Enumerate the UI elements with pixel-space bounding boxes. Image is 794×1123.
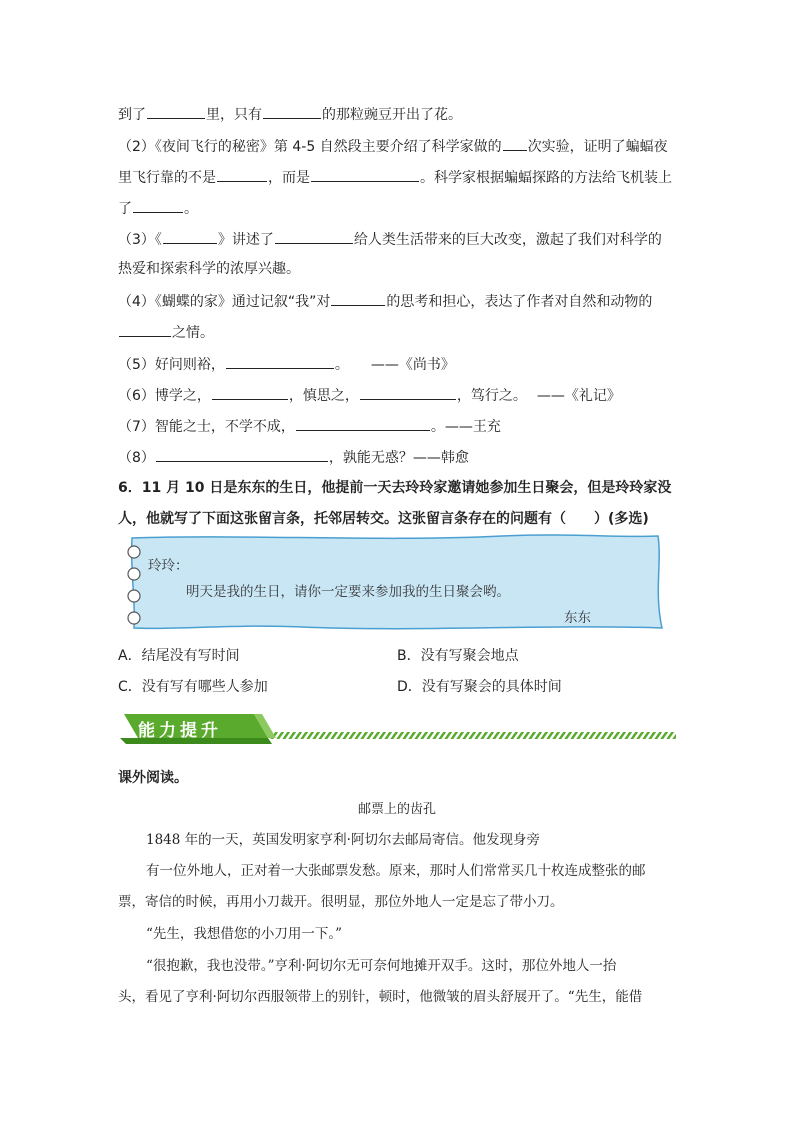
blank <box>296 415 430 431</box>
reading-paragraph-line: “很抱歉，我也没带。”亨利·阿切尔无可奈何地摊开双手。这时，那位外地人一抬 <box>146 958 617 974</box>
banner-label: 能力提升 <box>138 721 222 741</box>
blank <box>275 228 353 244</box>
option-d[interactable]: D．没有写聚会的具体时间 <box>397 679 562 695</box>
blank <box>503 135 527 151</box>
blank <box>263 103 321 119</box>
q5-item-6: （6）博学之， ，慎思之， ，笃行之。 ——《礼记》 <box>118 384 621 406</box>
q5-item-5: （5）好问则裕， 。 ——《尚书》 <box>118 353 455 375</box>
q5-item-7: （7）智能之士，不学不成， 。——王充 <box>118 415 501 437</box>
message-note <box>122 532 668 632</box>
q6-question-line-2: 人，他就写了下面这张留言条，托邻居转交。这张留言条存在的问题有（ ）(多选) <box>118 511 649 527</box>
blank <box>217 166 267 182</box>
q5-item-2-line-2: 里飞行靠的不是 ，而是 。科学家根据蝙蝠探路的方法给飞机装上 <box>118 166 672 188</box>
q6-question-line-1: 6．11 月 10 日是东东的生日，他提前一天去玲玲家邀请她参加生日聚会，但是玲玲家没 <box>118 480 672 496</box>
blank <box>331 290 385 306</box>
reading-paragraph-line: 票，寄信的时候，再用小刀裁开。很明显，那位外地人一定是忘了带小刀。 <box>118 894 564 910</box>
blank <box>119 321 171 337</box>
note-body: 明天是我的生日，请你一定要来参加我的生日聚会哟。 <box>186 584 510 600</box>
q5-item-4-line-1: （4）《蝴蝶的家》通过记叙“我”对 的思考和担心，表达了作者对自然和动物的 <box>118 290 652 312</box>
q5-item-8: （8） ，孰能无惑？——韩愈 <box>118 446 469 468</box>
blank <box>311 166 419 182</box>
blank <box>226 353 334 369</box>
q5-item-2-line-1: （2）《夜间飞行的秘密》第 4-5 自然段主要介绍了科学家做的 次实验，证明了蝙蝠夜 <box>118 135 668 157</box>
blank <box>163 228 217 244</box>
blank <box>212 384 288 400</box>
section-banner <box>118 708 678 750</box>
blank <box>147 103 205 119</box>
reading-paragraph-line: 1848 年的一天，英国发明家亨利·阿切尔去邮局寄信。他发现身旁 <box>146 832 540 848</box>
reading-paragraph-line: 有一位外地人，正对着一大张邮票发愁。原来，那时人们常常买几十枚连成整张的邮 <box>146 863 646 879</box>
option-b[interactable]: B．没有写聚会地点 <box>397 648 519 664</box>
q5-item-3-line-2: 热爱和探索科学的浓厚兴趣。 <box>118 261 300 277</box>
q5-item-3-line-1: （3）《 》讲述了 给人类生活带来的巨大改变，激起了我们对科学的 <box>118 228 662 250</box>
reading-title: 邮票上的齿孔 <box>357 802 436 817</box>
note-salutation: 玲玲： <box>148 558 189 574</box>
blank <box>133 197 183 213</box>
q5-line-1: 到了 里，只有 的那粒豌豆开出了花。 <box>118 103 462 125</box>
blank <box>156 446 328 462</box>
option-c[interactable]: C．没有写有哪些人参加 <box>118 679 268 695</box>
option-a[interactable]: A．结尾没有写时间 <box>118 648 240 664</box>
q5-item-4-line-2: 之情。 <box>118 321 214 343</box>
blank <box>360 384 456 400</box>
reading-intro: 课外阅读。 <box>118 770 188 786</box>
q5-item-2-line-3: 了 。 <box>118 197 198 219</box>
reading-paragraph-line: “先生，我想借您的小刀用一下。” <box>146 926 343 942</box>
note-signature: 东东 <box>564 610 591 626</box>
reading-paragraph-line: 头，看见了亨利·阿切尔西服领带上的别针，顿时，他微皱的眉头舒展开了。“先生，能借 <box>118 989 643 1005</box>
